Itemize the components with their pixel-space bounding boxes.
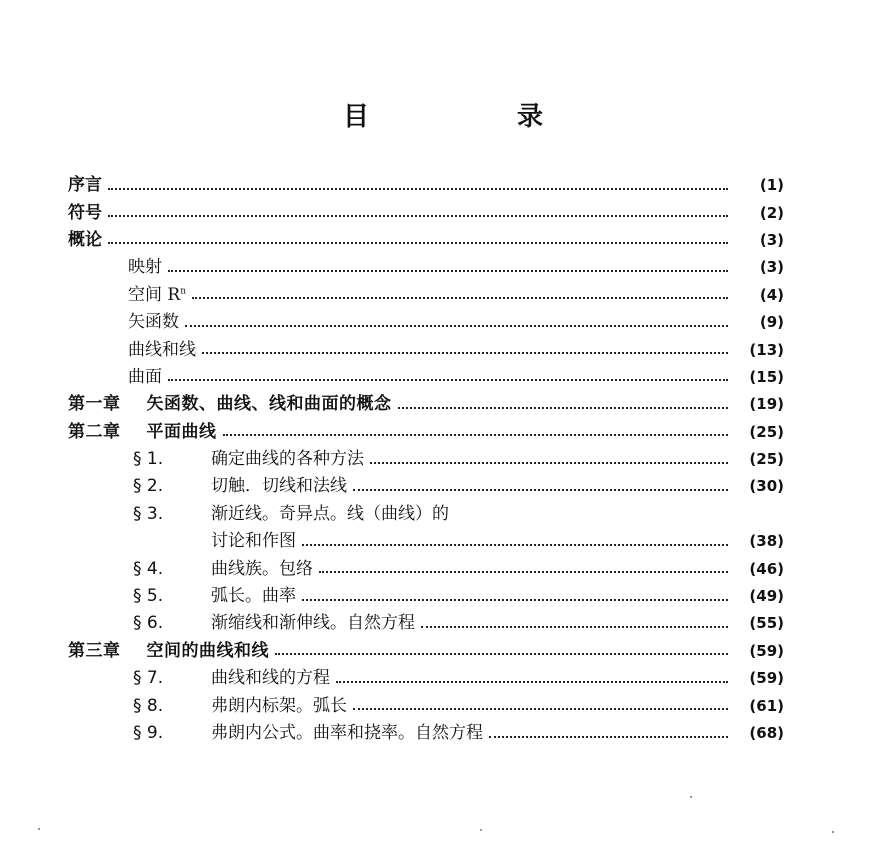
dot-leader (302, 544, 728, 546)
chapter-number: 第一章 (68, 394, 121, 415)
toc-section-7 (68, 665, 784, 692)
dot-leader (185, 325, 728, 327)
toc-entry-symbols (68, 199, 784, 226)
chapter-title: 平面曲线 (146, 421, 217, 442)
scan-speck (480, 829, 482, 831)
dot-leader (192, 297, 728, 299)
entry-label: 曲线和线 (128, 339, 196, 360)
entry-page: (3) (759, 230, 784, 249)
toc-section-8 (68, 692, 784, 719)
dot-leader (223, 434, 729, 436)
chapter-number: 第三章 (68, 640, 121, 661)
dot-leader (302, 599, 728, 601)
section-title: 曲线族。包络 (211, 558, 313, 579)
entry-page: (15) (749, 367, 784, 386)
section-number: § 3. (133, 503, 164, 524)
dot-leader (353, 708, 728, 710)
section-title: 弧长。曲率 (211, 586, 296, 607)
toc-section-1 (68, 446, 784, 473)
chapter-title: 空间的曲线和线 (146, 640, 269, 661)
entry-page: (59) (749, 669, 784, 688)
dot-leader (336, 681, 728, 683)
toc-section-3-continued (68, 528, 784, 555)
toc-section-5 (68, 583, 784, 610)
dot-leader (398, 407, 729, 409)
toc-chapter-2 (68, 419, 784, 446)
section-number: § 2. (133, 476, 164, 497)
chapter-title: 矢函数、曲线、线和曲面的概念 (146, 394, 392, 415)
toc-section-6 (68, 610, 784, 637)
entry-page: (4) (759, 285, 784, 304)
section-title: 切触．切线和法线 (211, 476, 347, 497)
dot-leader (108, 242, 728, 244)
dot-leader (319, 571, 728, 573)
section-title: 曲线和线的方程 (211, 668, 330, 689)
dot-leader (370, 462, 728, 464)
section-number: § 7. (133, 668, 164, 689)
toc-entry-space (68, 282, 784, 309)
toc-entry-surface (68, 364, 784, 391)
dot-leader (421, 626, 728, 628)
scan-speck (38, 828, 40, 830)
section-number: § 8. (133, 695, 164, 716)
toc-entry-curve-line (68, 336, 784, 363)
entry-page: (3) (759, 258, 784, 277)
space-superscript: n (180, 286, 187, 297)
toc-entry-vector-function (68, 309, 784, 336)
entry-label: 序言 (68, 175, 102, 196)
section-title: 弗朗内公式。曲率和挠率。自然方程 (211, 723, 483, 743)
space-label: 空间 R (128, 284, 181, 305)
entry-page: (19) (749, 395, 784, 414)
section-title: 讨论和作图 (211, 531, 296, 552)
section-number: § 4. (133, 558, 164, 579)
entry-page: (13) (749, 340, 784, 359)
section-number: § 5. (133, 586, 164, 607)
toc-section-2 (68, 473, 784, 500)
toc-section-9 (68, 720, 784, 747)
title-char-right: 录 (516, 102, 543, 132)
section-title: 渐缩线和渐伸线。自然方程 (211, 613, 415, 634)
toc-chapter-3 (68, 638, 784, 665)
section-title: 弗朗内标架。弧长 (211, 695, 347, 716)
scan-speck (832, 831, 834, 833)
dot-leader (168, 270, 728, 272)
entry-page: (46) (749, 559, 784, 578)
chapter-number: 第二章 (68, 421, 121, 442)
entry-page: (68) (749, 724, 784, 742)
entry-page: (30) (749, 477, 784, 496)
dot-leader (168, 379, 728, 381)
entry-label: 符号 (68, 202, 102, 223)
section-number: § 1. (133, 449, 164, 470)
toc-chapter-1 (68, 391, 784, 418)
entry-page: (49) (749, 587, 784, 606)
section-title: 确定曲线的各种方法 (211, 449, 364, 470)
dot-leader (489, 736, 728, 738)
dot-leader (202, 352, 728, 354)
toc-entry-mapping (68, 254, 784, 281)
toc-entry-preface (68, 172, 784, 199)
entry-page: (55) (749, 614, 784, 633)
entry-page: (61) (749, 696, 784, 715)
section-number: § 9. (133, 723, 164, 743)
entry-label: 矢函数 (128, 312, 179, 333)
entry-page: (38) (749, 532, 784, 551)
toc-entry-overview (68, 227, 784, 254)
dot-leader (108, 188, 728, 190)
entry-page: (25) (749, 450, 784, 469)
entry-page: (59) (749, 641, 784, 660)
entry-label: 曲面 (128, 366, 162, 387)
page-title (343, 96, 543, 133)
table-of-contents (68, 172, 784, 747)
entry-label: 映射 (128, 257, 162, 278)
entry-label (128, 284, 187, 305)
dot-leader (275, 653, 728, 655)
entry-page: (25) (749, 422, 784, 441)
section-number: § 6. (133, 613, 164, 634)
scan-speck (690, 796, 692, 798)
section-title: 渐近线。奇异点。线（曲线）的 (211, 503, 449, 524)
toc-section-4 (68, 555, 784, 582)
dot-leader (108, 215, 728, 217)
entry-page: (9) (759, 313, 784, 332)
title-char-left: 目 (343, 102, 370, 132)
entry-label: 概论 (68, 229, 102, 250)
dot-leader (353, 489, 728, 491)
entry-page: (1) (759, 176, 784, 195)
entry-page: (2) (759, 203, 784, 222)
toc-section-3 (68, 501, 784, 528)
